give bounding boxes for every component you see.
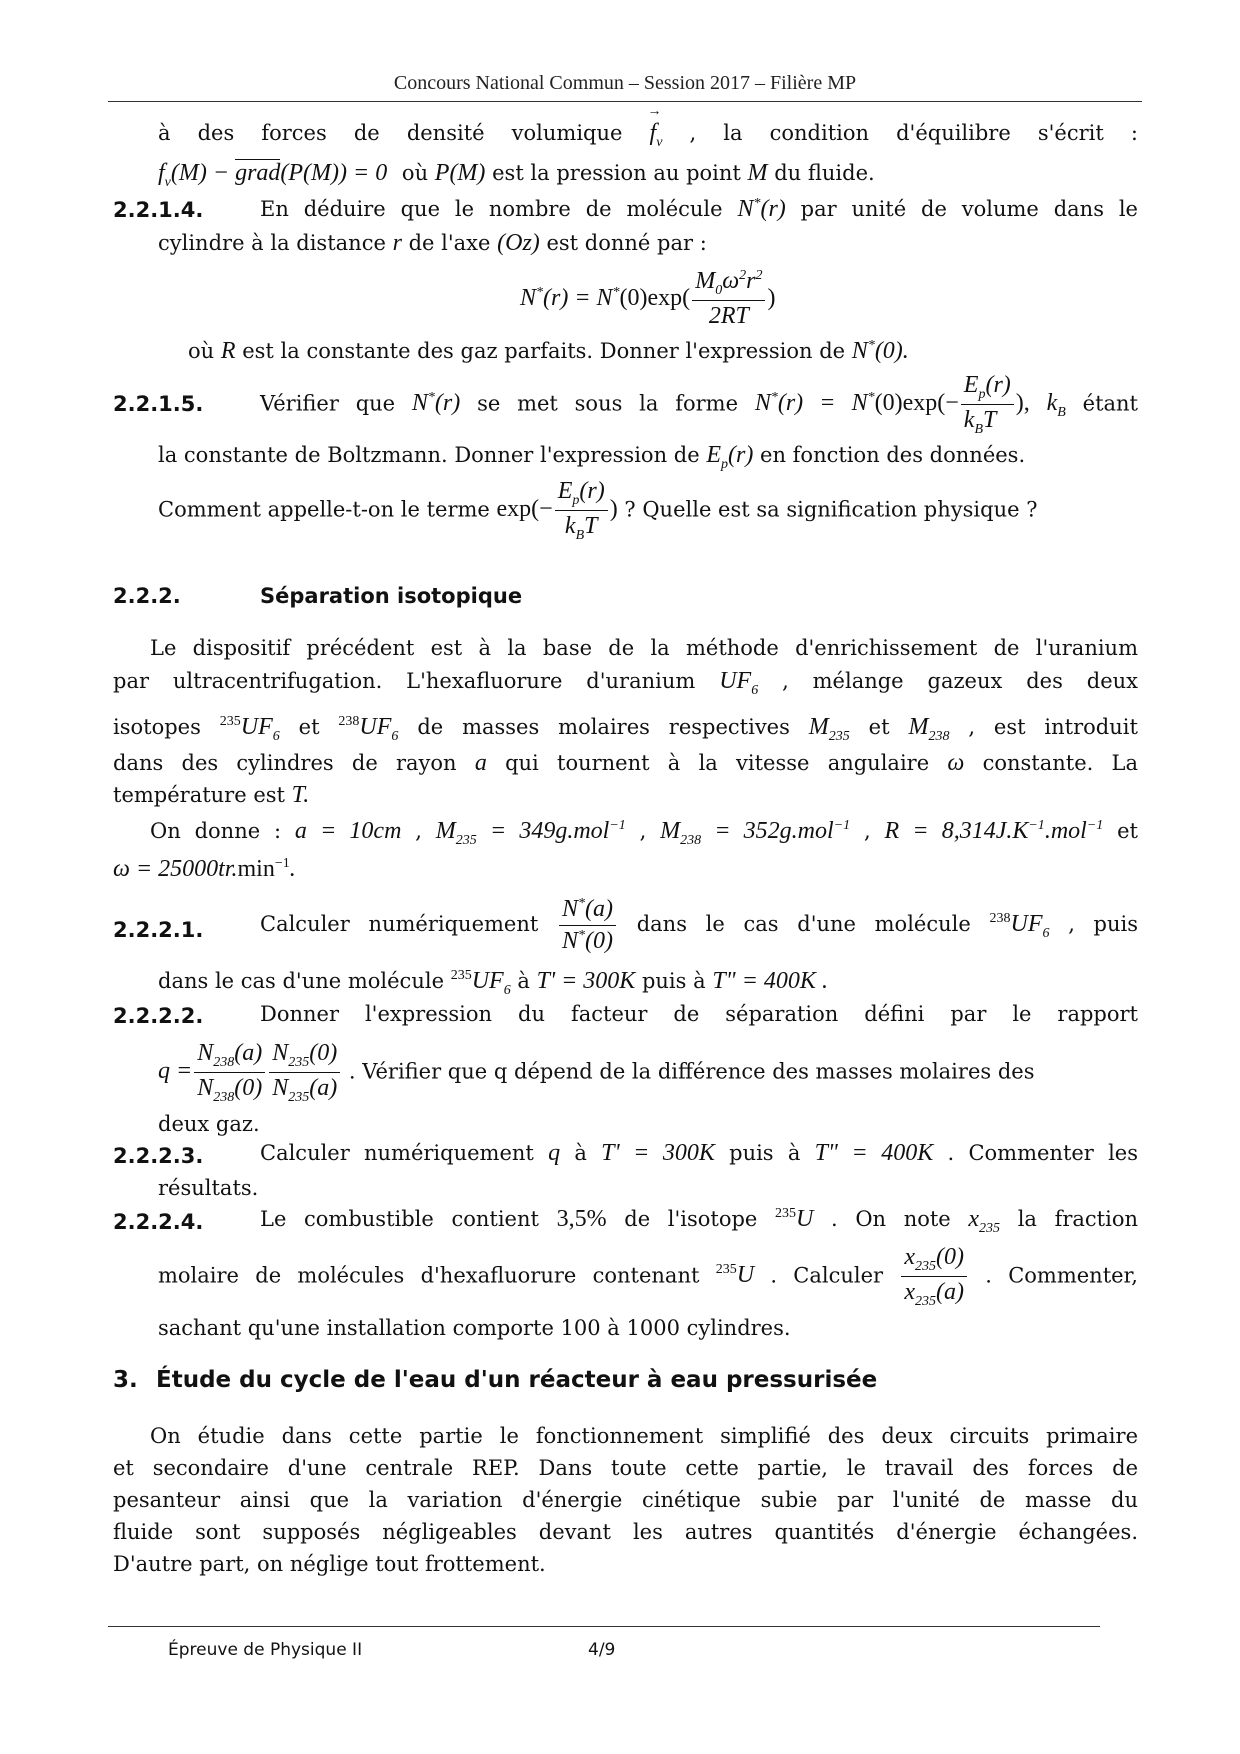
math: T. — [291, 782, 310, 808]
sym: q = — [158, 1058, 193, 1085]
sep: , — [415, 819, 422, 843]
sym: (r) — [728, 442, 754, 468]
numerator — [692, 268, 765, 301]
sep: , — [639, 819, 647, 843]
sub: p — [572, 492, 580, 508]
p3-line-3 — [113, 1488, 1138, 1512]
given-omega — [113, 856, 296, 883]
text: la fraction — [1017, 1207, 1138, 1231]
sym: min — [237, 856, 275, 882]
p222-line-4 — [113, 750, 1138, 777]
text: dans le cas d'une molécule — [636, 912, 971, 937]
footer-title: Épreuve de Physique II — [168, 1640, 363, 1660]
text: Calculer numériquement — [260, 1141, 534, 1165]
sym: T — [584, 512, 598, 539]
text: et — [868, 715, 890, 739]
p222-line-5 — [113, 782, 309, 809]
sym: N — [562, 927, 579, 954]
denominator: 2RT — [708, 302, 749, 329]
text: Calculer numériquement — [260, 912, 539, 937]
sub: 6 — [391, 728, 399, 744]
sym: (0) — [935, 1244, 964, 1270]
math — [716, 1262, 754, 1288]
sym: N — [197, 1040, 214, 1066]
sup: −1 — [833, 818, 851, 833]
q2222-line-1 — [260, 1002, 1138, 1026]
sym: (M) − — [170, 160, 236, 186]
sym: M — [435, 818, 456, 844]
sym: k — [564, 512, 576, 539]
sym: N — [737, 196, 754, 222]
text: par ultracentrifugation. L'hexafluorure d'uranium — [113, 669, 696, 693]
denominator — [901, 1277, 967, 1310]
sup: * — [770, 390, 778, 406]
sym: E — [706, 442, 722, 468]
math — [968, 1206, 1001, 1236]
math: T" = 400K . — [712, 968, 828, 994]
sub: 0 — [715, 282, 723, 298]
text: où — [188, 339, 215, 363]
sup: −1 — [1028, 818, 1045, 833]
text: molaire de molécules d'hexafluorure contenant — [158, 1263, 700, 1288]
sym: UF — [240, 714, 273, 740]
text: à — [517, 969, 530, 993]
sub: 235 — [455, 832, 477, 848]
sym: (a) — [585, 896, 614, 922]
sym: x — [904, 1278, 915, 1305]
sub: v — [164, 174, 171, 190]
math: T' = 300K — [536, 968, 636, 994]
sym: N — [272, 1074, 289, 1101]
q2222-line-2 — [158, 1040, 1034, 1106]
sym: ω — [722, 268, 740, 294]
math — [706, 442, 754, 472]
sub: 235 — [288, 1089, 310, 1105]
sym: UF — [359, 714, 392, 740]
sym: (r) — [434, 390, 461, 417]
text: Le combustible contient — [260, 1207, 539, 1231]
sup: 235 — [219, 714, 241, 729]
sup: −1 — [609, 818, 626, 833]
q2215-line-2 — [158, 442, 1025, 473]
sym: E — [557, 478, 573, 504]
sym: x — [904, 1244, 915, 1270]
intro-line-1 — [158, 104, 1138, 151]
text: deux gaz. — [158, 1112, 260, 1136]
fraction — [555, 478, 608, 544]
math: a — [474, 750, 487, 776]
sup: 238 — [338, 714, 360, 729]
sub: 235 — [288, 1054, 310, 1070]
p3-line-1 — [150, 1424, 1138, 1448]
text: température est — [113, 783, 285, 807]
sub: B — [974, 421, 984, 437]
denominator — [194, 1073, 265, 1106]
math — [852, 338, 909, 364]
sym: E — [963, 372, 979, 398]
sub: p — [978, 386, 986, 402]
sub: 235 — [828, 728, 850, 744]
sym: = 352g.mol — [701, 818, 834, 844]
text: , est introduit — [968, 715, 1138, 739]
text: puis à — [641, 969, 706, 993]
text: isotopes — [113, 715, 201, 739]
text: est la constante des gaz parfaits. Donner l'expression de — [242, 339, 846, 363]
text: Vérifier que — [260, 391, 396, 416]
sup: −1 — [1086, 818, 1104, 833]
text: de l'axe — [408, 231, 491, 255]
sym: M — [660, 818, 681, 844]
ratio-fraction — [559, 896, 616, 955]
q2222-number: 2.2.2.2. — [113, 1004, 204, 1028]
sym: f — [158, 160, 165, 186]
intro-line-2 — [158, 160, 875, 191]
sym: (0) — [234, 1074, 263, 1101]
p3-line-5 — [113, 1552, 546, 1576]
denominator — [559, 926, 616, 956]
text: . Calculer — [770, 1263, 884, 1288]
sup: 235 — [775, 1206, 796, 1221]
q2214-number: 2.2.1.4. — [113, 198, 204, 222]
sup: * — [578, 896, 586, 911]
q2215-line-3 — [158, 478, 1037, 544]
sym: UF — [719, 668, 752, 694]
formula-boltzmann — [754, 372, 1030, 437]
sup: * — [578, 927, 586, 943]
sup: 2 — [739, 268, 747, 283]
sym: T — [983, 406, 997, 433]
sym: (0) — [309, 1040, 338, 1066]
text: ? Quelle est sa signification physique ? — [624, 497, 1038, 522]
sub: 235 — [914, 1258, 936, 1274]
math: 3,5% — [556, 1206, 607, 1232]
sym: ), — [1015, 390, 1030, 417]
text: dans des cylindres de rayon — [113, 751, 457, 775]
text: est la pression au point — [492, 161, 741, 185]
separation-factor-formula — [158, 1040, 342, 1105]
text: la constante de Boltzmann. Donner l'expression de — [158, 443, 700, 467]
text: cylindre à la distance — [158, 231, 386, 255]
q2223-line-1 — [260, 1140, 1138, 1167]
formula-density — [520, 268, 775, 330]
text: . Vérifier que q dépend de la différence des masses molaires des — [348, 1059, 1035, 1084]
equilibrium-equation — [158, 160, 388, 190]
text: à — [574, 1141, 587, 1165]
sub: 6 — [751, 682, 759, 698]
sup: 235 — [450, 968, 472, 983]
given-m238 — [660, 818, 851, 848]
denominator — [961, 405, 1014, 438]
given-radius: a = 10cm — [294, 818, 402, 844]
sep: , — [863, 819, 871, 843]
text: , la condition d'équilibre s'écrit : — [689, 121, 1138, 145]
q2214-line-1 — [260, 196, 1138, 223]
page-header: Concours National Commun – Session 2017 – Filière MP — [393, 72, 857, 94]
sup: 235 — [715, 1262, 737, 1278]
sub: 6 — [503, 982, 511, 998]
sup: * — [867, 338, 875, 353]
sub: B — [575, 527, 585, 543]
sym: R = 8,314J.K — [884, 818, 1029, 844]
sup: 2 — [755, 268, 763, 283]
sym: N — [562, 896, 579, 922]
math-fv — [647, 104, 663, 150]
sup: * — [867, 390, 875, 406]
text: étant — [1082, 391, 1138, 416]
text: et secondaire d'une centrale REP. Dans toute cette partie, le travail des forces de — [113, 1456, 1138, 1480]
sym: N — [411, 390, 428, 417]
math — [989, 911, 1050, 941]
sym: f — [649, 120, 657, 146]
q2221-line-1 — [260, 896, 1138, 955]
fraction — [194, 1040, 265, 1106]
fraction-x235 — [901, 1244, 967, 1310]
p3-line-2 — [113, 1456, 1138, 1480]
given-values-line — [150, 818, 1138, 849]
q2214-line-3 — [188, 338, 909, 365]
numerator — [194, 1040, 265, 1073]
q2224-line-3 — [158, 1316, 791, 1340]
q2221-number: 2.2.2.1. — [113, 918, 204, 942]
math — [412, 390, 460, 416]
sym: N — [197, 1074, 214, 1101]
sym: (0) — [585, 927, 614, 954]
numerator — [269, 1040, 340, 1073]
fraction — [269, 1040, 340, 1106]
text: . Commenter, — [985, 1263, 1138, 1288]
math: r — [392, 230, 402, 256]
q2215-line-1 — [260, 372, 1138, 438]
page-number: 4/9 — [588, 1640, 616, 1660]
denominator — [555, 511, 608, 544]
q2223-line-2 — [158, 1176, 258, 1200]
grad-operator: grad — [235, 160, 281, 186]
math: T" = 400K — [814, 1140, 934, 1166]
sub: 235 — [914, 1293, 936, 1309]
sym: N — [520, 284, 537, 311]
sub: p — [721, 456, 729, 472]
math: T' = 300K — [601, 1140, 715, 1166]
fraction — [692, 268, 765, 330]
footer-rule — [108, 1626, 1100, 1627]
text: fluide sont supposés négligeables devant les autres quantités d'énergie échangées. — [113, 1520, 1138, 1544]
text: résultats. — [158, 1176, 259, 1200]
q2224-number: 2.2.2.4. — [113, 1210, 204, 1234]
text: et — [1117, 819, 1138, 843]
sym: exp(− — [496, 496, 553, 523]
text: constante. La — [982, 751, 1139, 775]
p222-line-1 — [150, 636, 1138, 660]
sym: (r) — [579, 478, 605, 504]
sup: * — [427, 390, 435, 406]
sym: (a) — [935, 1278, 964, 1305]
sym: M — [908, 714, 929, 740]
text: où — [401, 161, 429, 185]
text: par unité de volume dans le — [800, 197, 1138, 221]
math: ω — [947, 750, 965, 776]
text: et — [298, 715, 320, 739]
text: . On note — [831, 1207, 951, 1231]
sym: (a) — [309, 1074, 338, 1101]
sym: N — [754, 390, 771, 417]
sym: (r) = N — [543, 284, 613, 311]
section-222-number: 2.2.2. — [113, 584, 181, 608]
sub: v — [656, 134, 663, 150]
sub: 235 — [979, 1220, 1001, 1236]
text: est donné par : — [546, 231, 707, 255]
sym: N — [272, 1040, 289, 1066]
text: On étudie dans cette partie le fonctionnement simplifié des deux circuits primaire — [150, 1424, 1138, 1448]
math — [450, 968, 511, 998]
p222-line-3 — [113, 714, 1138, 745]
section-222-title: Séparation isotopique — [260, 584, 523, 608]
math — [775, 1206, 813, 1232]
given-R — [885, 818, 1104, 844]
math — [1046, 390, 1066, 421]
sym: (r) — [760, 196, 786, 222]
q2224-line-2 — [158, 1244, 1138, 1310]
math: q — [548, 1140, 561, 1166]
sym: M — [808, 714, 829, 740]
sub: 6 — [1042, 925, 1050, 941]
math: M — [747, 160, 768, 186]
text: . Commenter les — [947, 1141, 1138, 1165]
numerator — [961, 372, 1014, 405]
vector-arrow-icon — [647, 104, 662, 147]
section-3-number: 3. — [113, 1367, 138, 1393]
text: Comment appelle-t-on le terme — [158, 497, 490, 522]
sym: k — [963, 406, 975, 433]
denominator — [269, 1073, 340, 1106]
text: en fonction des données. — [760, 443, 1026, 467]
text: Le dispositif précédent est à la base de la méthode d'enrichissement de l'uranium — [150, 636, 1138, 660]
sub: 238 — [680, 832, 702, 848]
text: sachant qu'une installation comporte 100 à 1000 cylindres. — [158, 1316, 791, 1340]
q2215-number: 2.2.1.5. — [113, 392, 204, 416]
text: , mélange gazeux des deux — [782, 669, 1138, 693]
given-m235 — [435, 818, 626, 848]
text: En déduire que le nombre de molécule — [260, 197, 723, 221]
numerator — [555, 478, 608, 511]
sym: UF — [1010, 911, 1043, 938]
formula-boltzmann-factor — [496, 478, 618, 543]
sub: B — [1057, 405, 1066, 421]
text: pesanteur ainsi que la variation d'énergie cinétique subie par l'unité de masse du — [113, 1488, 1138, 1512]
text: Donner l'expression du facteur de séparation défini par le rapport — [260, 1002, 1138, 1026]
text: D'autre part, on néglige tout frottement. — [113, 1552, 546, 1576]
text: se met sous la forme — [477, 391, 739, 416]
sym: U — [736, 1262, 755, 1289]
text: puis à — [729, 1141, 801, 1165]
sym: M — [695, 268, 716, 294]
text: de l'isotope — [624, 1207, 758, 1231]
math — [338, 714, 399, 744]
q2221-line-2 — [158, 968, 828, 999]
text: à des forces de densité volumique — [158, 121, 623, 145]
sym: . — [289, 856, 296, 882]
sub: 238 — [213, 1054, 235, 1070]
q2224-line-1 — [260, 1206, 1138, 1237]
sym: (r) — [985, 372, 1011, 398]
q2222-line-3 — [158, 1112, 260, 1136]
sym: x — [968, 1206, 980, 1232]
text: du fluide. — [774, 161, 875, 185]
sub: 238 — [928, 728, 950, 744]
sub: 238 — [213, 1089, 235, 1105]
sup: * — [536, 284, 544, 300]
math — [737, 196, 785, 222]
math — [808, 714, 850, 744]
sym: ) — [609, 496, 618, 523]
sup: * — [612, 284, 620, 300]
sym: (0). — [874, 338, 909, 364]
sup: 238 — [989, 911, 1011, 927]
sym: UF — [471, 968, 504, 994]
numerator — [901, 1244, 967, 1277]
math: R — [220, 338, 236, 364]
sym: (r) = N — [777, 390, 868, 417]
sym: ω = 25000tr. — [113, 856, 238, 882]
text: de masses molaires respectives — [417, 715, 790, 739]
numerator — [559, 896, 616, 926]
math — [219, 714, 280, 744]
sym: (P(M)) = 0 — [280, 160, 388, 186]
q2214-line-2 — [158, 230, 707, 257]
text: qui tournent à la vitesse angulaire — [505, 751, 930, 775]
sub: 6 — [272, 728, 280, 744]
sym: (0)exp( — [619, 284, 691, 311]
sup: * — [753, 196, 761, 211]
arrow-glyph: → — [647, 104, 662, 119]
text: dans le cas d'une molécule — [158, 969, 444, 993]
q2223-number: 2.2.2.3. — [113, 1144, 204, 1168]
text: On donne : — [150, 819, 282, 843]
sym: ) — [767, 284, 776, 311]
sym: (0)exp(− — [874, 390, 959, 417]
math — [908, 714, 950, 744]
math: P(M) — [434, 160, 486, 186]
math: (Oz) — [497, 230, 540, 256]
sym: (a) — [234, 1040, 263, 1066]
sym: k — [1046, 390, 1058, 417]
sup: −1 — [274, 856, 290, 871]
header-rule — [108, 101, 1142, 102]
sym: = 349g.mol — [476, 818, 610, 844]
p3-line-4 — [113, 1520, 1138, 1544]
sym: r — [746, 268, 756, 294]
sym: .mol — [1044, 818, 1087, 844]
math — [719, 668, 759, 698]
section-3-title: Étude du cycle de l'eau d'un réacteur à eau pressurisée — [156, 1367, 878, 1393]
text: , puis — [1068, 912, 1139, 937]
sym: N — [851, 338, 868, 364]
p222-line-2 — [113, 668, 1138, 699]
sym: U — [796, 1206, 814, 1232]
fraction — [961, 372, 1014, 438]
